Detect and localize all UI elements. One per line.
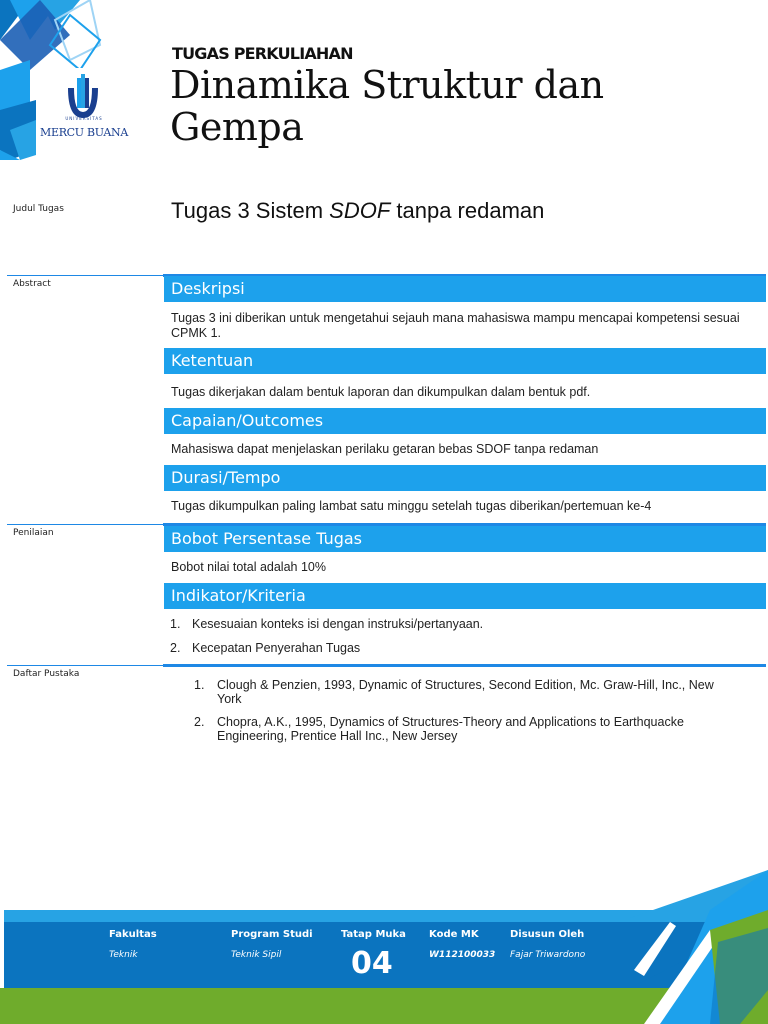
reference-item	[194, 715, 744, 745]
abstract-label: Abstract	[13, 279, 51, 289]
list-item-number: 2.	[170, 641, 181, 655]
section-heading-ketentuan: Ketentuan	[164, 348, 766, 374]
section-heading-bobot: Bobot Persentase Tugas	[164, 526, 766, 552]
section-text-capaian: Mahasiswa dapat menjelaskan perilaku getaran bebas SDOF tanpa redaman	[171, 442, 599, 456]
list-item-text: Kesesuaian konteks isi dengan instruksi/pertanyaan.	[192, 617, 484, 631]
footer-disusun-value: Fajar Triwardono	[510, 950, 586, 960]
assignment-title-prefix: Tugas 3 Sistem	[171, 198, 330, 223]
reference-text: Chopra, A.K., 1995, Dynamics of Structures-Theory and Applications to Earthquacke Engineering, Prentice Hall Inc., New Jersey	[217, 715, 684, 743]
section-heading-indikator: Indikator/Kriteria	[164, 583, 766, 609]
footer-fakultas-value: Teknik	[109, 950, 138, 960]
section-text-bobot: Bobot nilai total adalah 10%	[171, 560, 326, 574]
mercu-buana-logo-icon	[66, 74, 100, 120]
section-text-deskripsi: Tugas 3 ini diberikan untuk mengetahui sejauh mana mahasiswa mampu mencapai kompetensi sesuai CPMK 1.	[171, 311, 740, 340]
footer-kode-mk-value: W112100033	[429, 950, 496, 960]
section-text-ketentuan: Tugas dikerjakan dalam bentuk laporan dan dikumpulkan dalam bentuk pdf.	[171, 385, 591, 399]
course-title: Dinamika Struktur dan Gempa	[170, 63, 604, 149]
document-kicker: TUGAS PERKULIAHAN	[172, 44, 353, 63]
section-text-durasi: Tugas dikumpulkan paling lambat satu minggu setelah tugas diberikan/pertemuan ke-4	[171, 499, 652, 513]
section-heading-capaian: Capaian/Outcomes	[164, 408, 766, 434]
assignment-title-suffix: tanpa redaman	[390, 198, 545, 223]
footer-tatap-muka-label: Tatap Muka	[341, 929, 406, 940]
reference-number: 2.	[194, 715, 205, 729]
footer-decoration	[560, 870, 768, 1024]
section-heading-durasi: Durasi/Tempo	[164, 465, 766, 491]
list-item-text: Kecepatan Penyerahan Tugas	[192, 641, 361, 655]
section-divider-pustaka	[7, 664, 766, 667]
footer-prodi-label: Program Studi	[231, 929, 313, 940]
footer-prodi-value: Teknik Sipil	[231, 950, 282, 960]
assignment-title	[171, 198, 544, 224]
section-heading-deskripsi: Deskripsi	[164, 276, 766, 302]
daftar-pustaka-label: Daftar Pustaka	[13, 669, 80, 679]
list-item-number: 1.	[170, 617, 181, 631]
university-logo	[36, 68, 132, 148]
footer-tatap-muka-value: 04	[351, 946, 393, 981]
logo-university-label: UNIVERSITAS	[65, 116, 103, 121]
judul-tugas-label: Judul Tugas	[13, 204, 64, 214]
logo-university-name: MERCU BUANA	[40, 126, 128, 139]
footer-kode-mk-label: Kode MK	[429, 929, 479, 940]
reference-text: Clough & Penzien, 1993, Dynamic of Structures, Second Edition, Mc. Graw-Hill, Inc., New York	[217, 678, 714, 706]
reference-item	[194, 678, 744, 708]
penilaian-label: Penilaian	[13, 528, 54, 538]
assignment-title-italic: SDOF	[329, 198, 391, 223]
reference-number: 1.	[194, 678, 205, 692]
footer-disusun-label: Disusun Oleh	[510, 929, 585, 940]
footer-fakultas-label: Fakultas	[109, 929, 157, 940]
